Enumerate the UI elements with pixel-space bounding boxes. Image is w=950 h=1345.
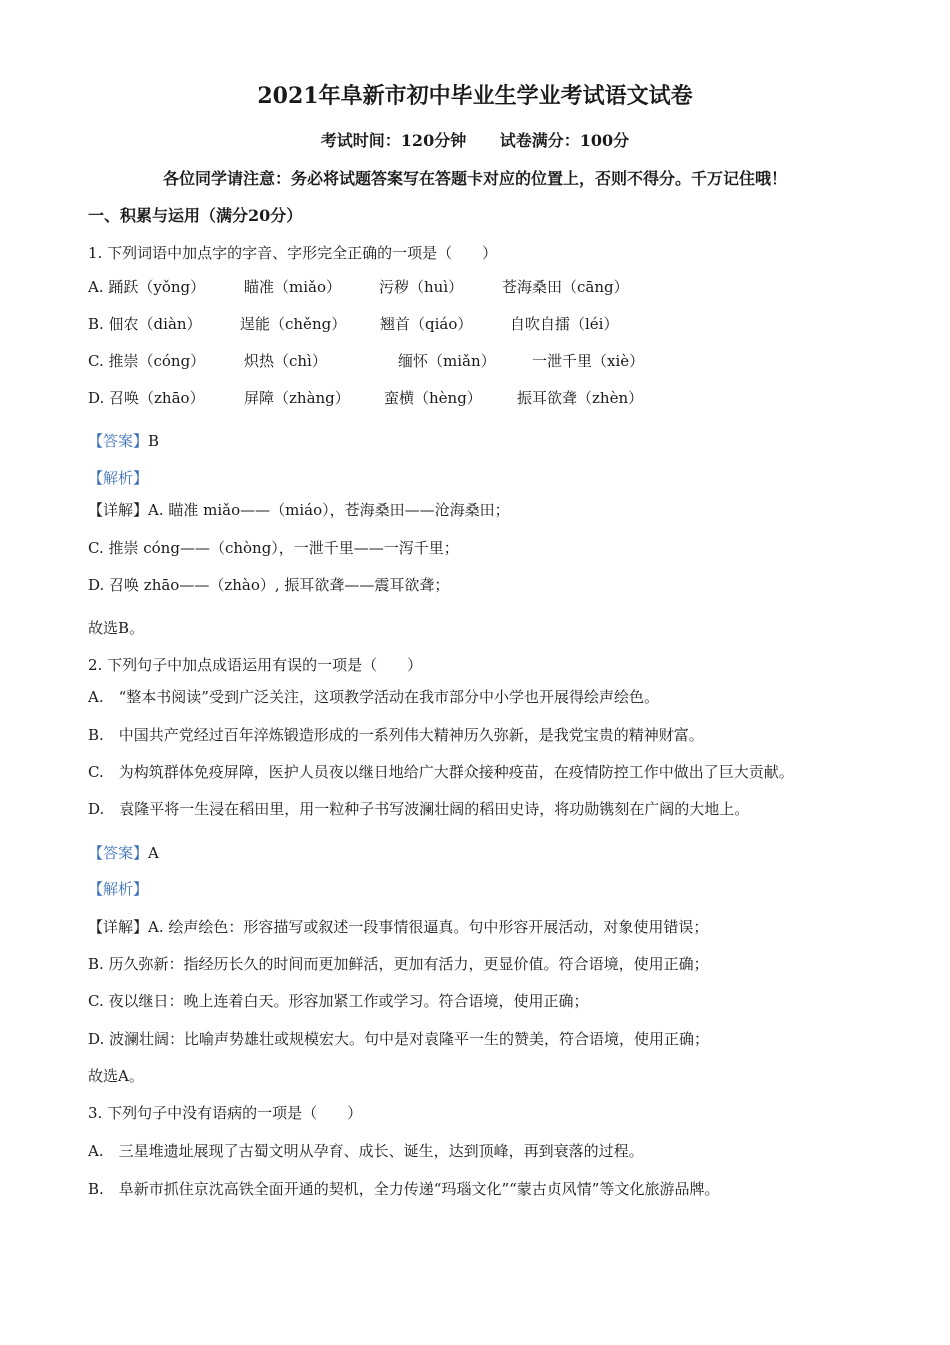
question-3-option-b: B. 阜新市抓住京沈高铁全面开通的契机，全力传递“玛瑙文化”“蒙古贞风情”等文化旅游品牌。 xyxy=(88,1180,720,1198)
question-3-option-a: A. 三星堆遗址展现了古蜀文明从孕育、成长、诞生，达到顶峰，再到衰落的过程。 xyxy=(88,1142,644,1160)
answer-tag: 【答案】 xyxy=(88,432,149,450)
question-2-analysis-tag: 【解析】 xyxy=(88,880,149,898)
question-2-detail-4: D. 波澜壮阔：比喻声势雄壮或规模宏大。句中是对袁隆平一生的赞美，符合语境，使用正确； xyxy=(88,1030,710,1048)
question-1-analysis-tag: 【解析】 xyxy=(88,469,149,487)
option-word: 屏障（zhàng） xyxy=(244,389,350,407)
question-2-detail-3: C. 夜以继日：晚上连着白天。形容加紧工作或学习。符合语境，使用正确； xyxy=(88,992,589,1010)
question-2-option-d: D. 袁隆平将一生浸在稻田里，用一粒种子书写波澜壮阔的稻田史诗，将功勋镌刻在广阔的大地上。 xyxy=(88,800,750,818)
question-1-answer xyxy=(88,431,159,451)
question-1-detail-3: D. 召唤 zhāo——（zhào）, 振耳欲聋——震耳欲聋； xyxy=(88,576,450,594)
detail-text: A. 瞄准 miǎo——（miáo），苍海桑田——沧海桑田； xyxy=(148,501,510,519)
option-word: 瞄准（miǎo） xyxy=(244,278,341,296)
question-2-option-c: C. 为构筑群体免疫屏障，医护人员夜以继日地给广大群众接种疫苗，在疫情防控工作中做出了巨大贡献。 xyxy=(88,763,794,781)
section-heading: 一、积累与运用（满分20分） xyxy=(88,206,303,225)
option-word: 翘首（qiáo） xyxy=(380,315,473,333)
full-score: 试卷满分：100分 xyxy=(499,131,630,150)
option-word: B. 佃农（diàn） xyxy=(88,315,202,333)
answer-value: A xyxy=(148,844,159,862)
question-2-detail-2: B. 历久弥新：指经历长久的时间而更加鲜活，更加有活力，更显价值。符合语境，使用正确； xyxy=(88,955,709,973)
exam-info xyxy=(0,131,950,151)
question-2-option-a: A. “整本书阅读”受到广泛关注，这项教学活动在我市部分中小学也开展得绘声绘色。 xyxy=(88,688,659,706)
detail-tag: 【详解】 xyxy=(88,501,149,519)
question-2-detail-1 xyxy=(88,917,708,937)
option-word: 自吹自擂（léi） xyxy=(510,315,619,333)
question-2-conclusion: 故选A。 xyxy=(88,1067,144,1085)
answer-tag: 【答案】 xyxy=(88,844,149,862)
exam-time: 考试时间：120分钟 xyxy=(320,131,467,150)
question-2-stem: 2. 下列句子中加点成语运用有误的一项是（ ） xyxy=(88,656,423,674)
option-word: 污秽（huì） xyxy=(379,278,464,296)
option-word: C. 推崇（cóng） xyxy=(88,352,206,370)
option-word: A. 踊跃（yǒng） xyxy=(88,278,206,296)
detail-tag: 【详解】 xyxy=(88,918,149,936)
question-1-detail-2: C. 推崇 cóng——（chòng），一泄千里——一泻千里； xyxy=(88,539,459,557)
option-word: 缅怀（miǎn） xyxy=(398,352,496,370)
question-1-detail-1 xyxy=(88,500,510,520)
question-2-option-b: B. 中国共产党经过百年淬炼锻造形成的一系列伟大精神历久弥新，是我党宝贵的精神财富。 xyxy=(88,726,704,744)
option-word: 逞能（chěng） xyxy=(240,315,347,333)
option-word: 一泄千里（xiè） xyxy=(532,352,645,370)
exam-notice: 各位同学请注意：务必将试题答案写在答题卡对应的位置上，否则不得分。千万记住哦！ xyxy=(162,169,787,188)
option-word: 振耳欲聋（zhèn） xyxy=(517,389,644,407)
option-word: D. 召唤（zhāo） xyxy=(88,389,205,407)
question-1-stem: 1. 下列词语中加点字的字音、字形完全正确的一项是（ ） xyxy=(88,244,498,262)
question-2-answer xyxy=(88,843,159,863)
detail-text: A. 绘声绘色：形容描写或叙述一段事情很逼真。句中形容开展活动，对象使用错误； xyxy=(148,918,709,936)
option-word: 蛮横（hèng） xyxy=(384,389,482,407)
question-1-conclusion: 故选B。 xyxy=(88,619,145,637)
option-word: 炽热（chì） xyxy=(244,352,327,370)
option-word: 苍海桑田（cāng） xyxy=(502,278,629,296)
question-3-stem: 3. 下列句子中没有语病的一项是（ ） xyxy=(88,1104,363,1122)
exam-title: 2021年阜新市初中毕业生学业考试语文试卷 xyxy=(257,83,693,109)
answer-value: B xyxy=(148,432,160,450)
